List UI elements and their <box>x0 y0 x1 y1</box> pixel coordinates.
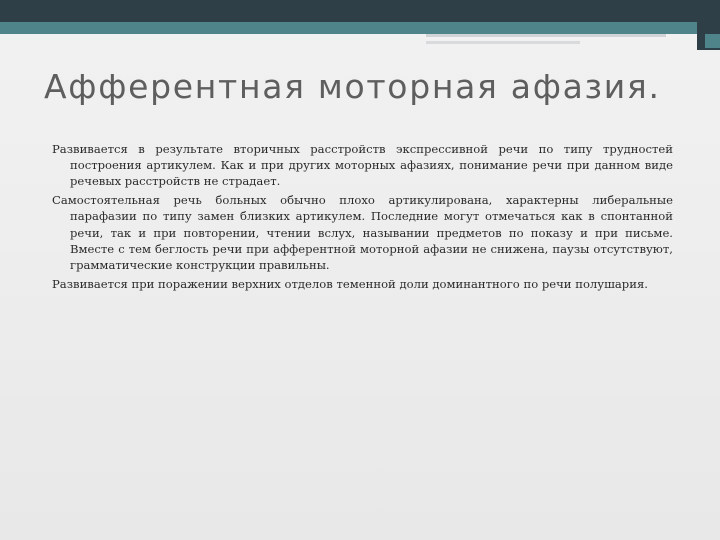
slide-body <box>52 141 673 294</box>
top-dark-band <box>0 0 720 22</box>
paragraph-3: Развивается при поражении верхних отделов теменной доли доминантного по речи полушария. <box>52 276 648 291</box>
right-teal-accent <box>705 34 720 48</box>
light-accent-line <box>426 34 666 37</box>
paragraph-1: Развивается в результате вторичных расстройств экспрессивной речи по типу трудностей построения артикулем. Как и при других моторных афазиях, понимание речи при данном виде речевых расстройств не страдает. <box>52 142 673 189</box>
top-teal-band <box>0 22 697 34</box>
light-accent-line-lower <box>426 41 580 44</box>
paragraph-2: Самостоятельная речь больных обычно плохо артикулирована, характерны либеральные парафазии по типу замен близких артикулем. Последние могут отмечаться как в спонтанной речи, так и при повторении, чтении вслух, назывании предметов по показу и при письме. Вместе с тем беглость речи при афферентной моторной афазии не снижена, паузы отсутствуют, грамматические конструкции правильны. <box>52 193 673 272</box>
slide-title: Афферентная моторная афазия. <box>44 67 661 106</box>
